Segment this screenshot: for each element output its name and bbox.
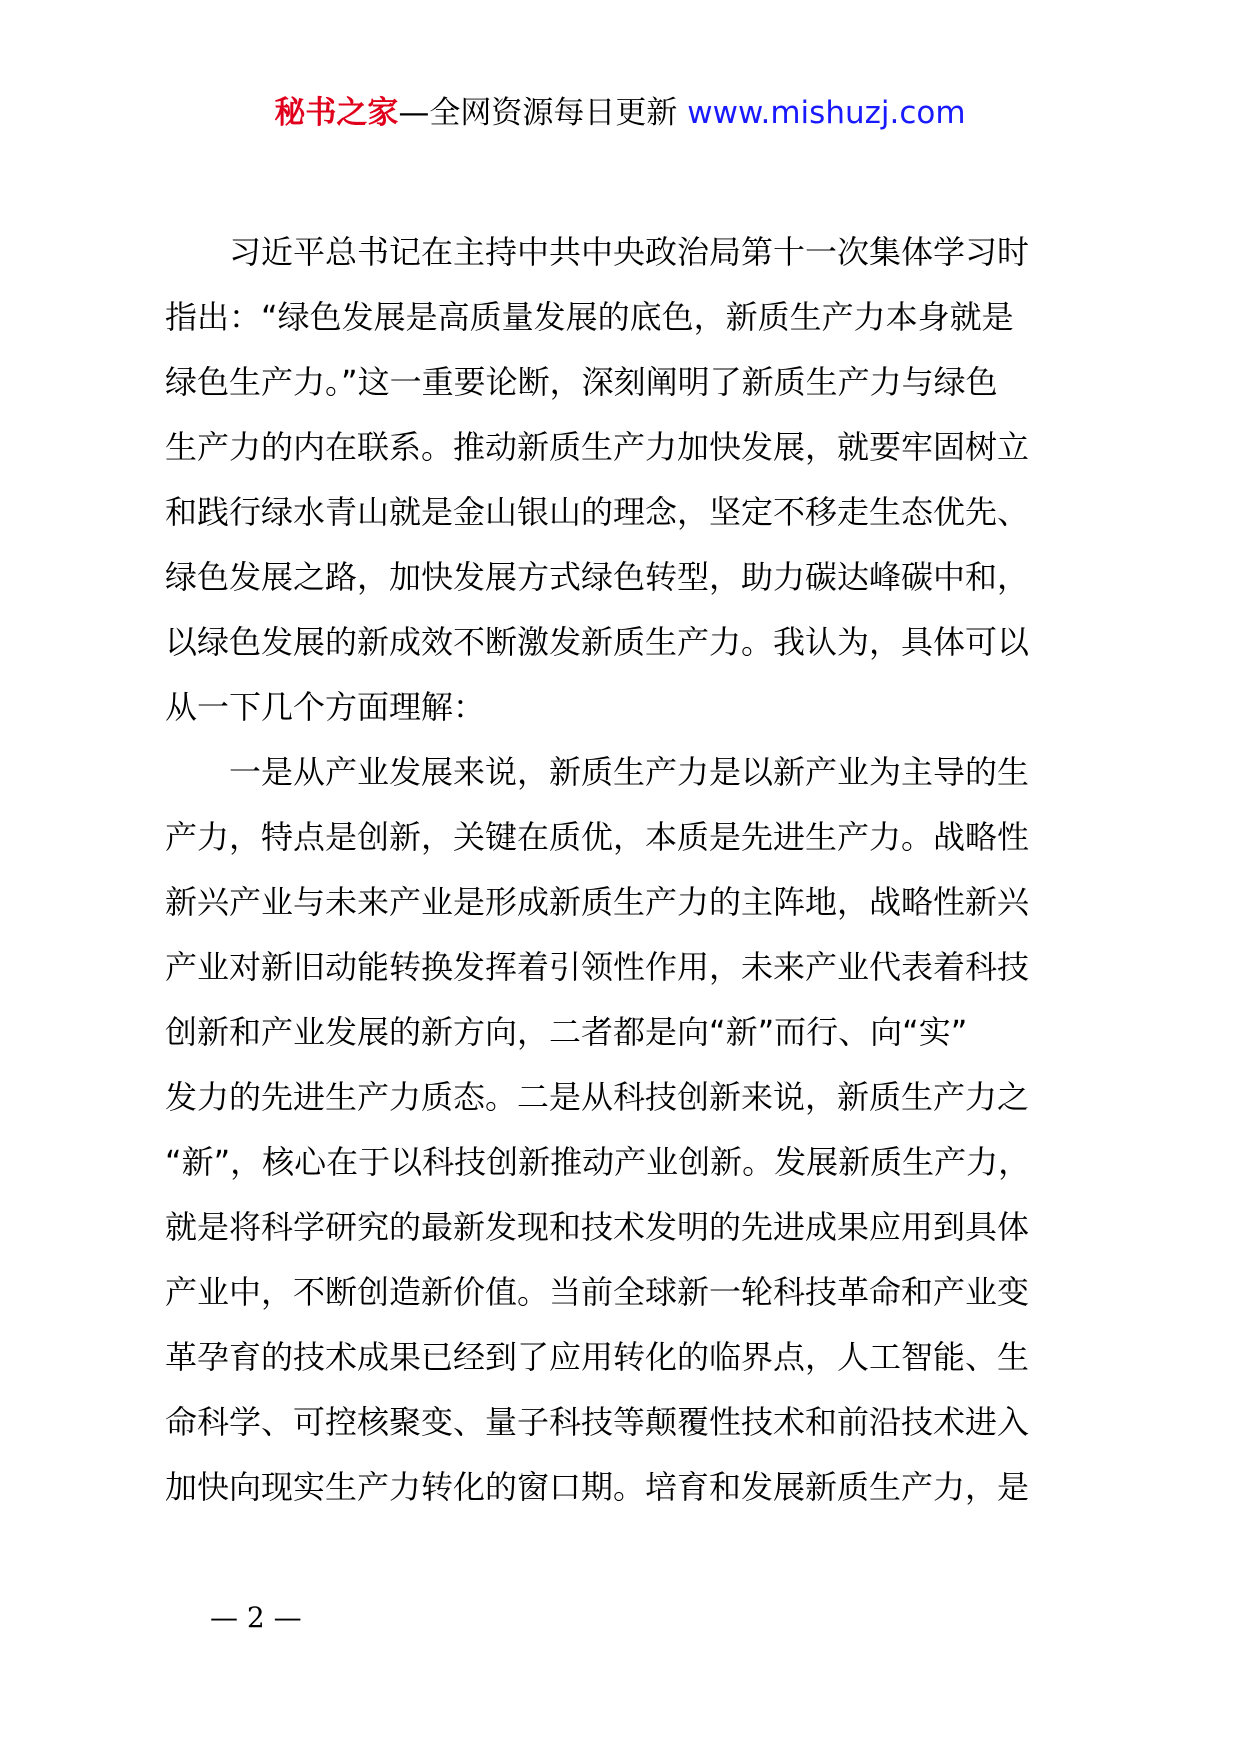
paragraph-line: 命科学、可控核聚变、量子科技等颠覆性技术和前沿技术进入 <box>165 1403 1030 1441</box>
paragraph-line: “新”，核心在于以科技创新推动产业创新。发展新质生产力， <box>165 1143 1031 1181</box>
paragraph-line: 新兴产业与未来产业是形成新质生产力的主阵地，战略性新兴 <box>165 883 1030 921</box>
paragraph-line: 生产力的内在联系。推动新质生产力加快发展，就要牢固树立 <box>165 428 1030 466</box>
paragraph-line: 就是将科学研究的最新发现和技术发明的先进成果应用到具体 <box>165 1208 1030 1246</box>
paragraph-line: 以绿色发展的新成效不断激发新质生产力。我认为，具体可以 <box>165 623 1030 661</box>
paragraph-line: 和践行绿水青山就是金山银山的理念，坚定不移走生态优先、 <box>165 493 1030 531</box>
paragraph-line: 革孕育的技术成果已经到了应用转化的临界点，人工智能、生 <box>165 1338 1030 1376</box>
paragraph-line: 产业中，不断创造新价值。当前全球新一轮科技革命和产业变 <box>165 1273 1030 1311</box>
paragraph-line: 指出：“绿色发展是高质量发展的底色，新质生产力本身就是 <box>165 298 1014 336</box>
paragraph-line: 产力，特点是创新，关键在质优，本质是先进生产力。战略性 <box>165 818 1030 856</box>
paragraph-line: 绿色发展之路，加快发展方式绿色转型，助力碳达峰碳中和， <box>165 558 1030 596</box>
brand-name: 秘书之家 <box>274 95 399 131</box>
paragraph-line: 习近平总书记在主持中共中央政治局第十一次集体学习时 <box>229 233 1030 271</box>
header-tagline: —全网资源每日更新 <box>398 95 678 131</box>
paragraph-line: 发力的先进生产力质态。二是从科技创新来说，新质生产力之 <box>165 1078 1030 1116</box>
site-header <box>0 93 1240 133</box>
document-body <box>165 220 1095 1520</box>
paragraph-line: 一是从产业发展来说，新质生产力是以新产业为主导的生 <box>229 753 1030 791</box>
paragraph-line: 加快向现实生产力转化的窗口期。培育和发展新质生产力，是 <box>165 1468 1030 1506</box>
paragraph-line: 产业对新旧动能转换发挥着引领性作用，未来产业代表着科技 <box>165 948 1030 986</box>
paragraph-line: 创新和产业发展的新方向，二者都是向“新”而行、向“实” <box>165 1013 968 1051</box>
paragraph-line: 绿色生产力。”这一重要论断，深刻阐明了新质生产力与绿色 <box>165 363 998 401</box>
site-url-link[interactable]: www.mishuzj.com <box>687 95 966 131</box>
paragraph-line: 从一下几个方面理解： <box>165 688 486 726</box>
page-number: — 2 — <box>210 1601 302 1634</box>
